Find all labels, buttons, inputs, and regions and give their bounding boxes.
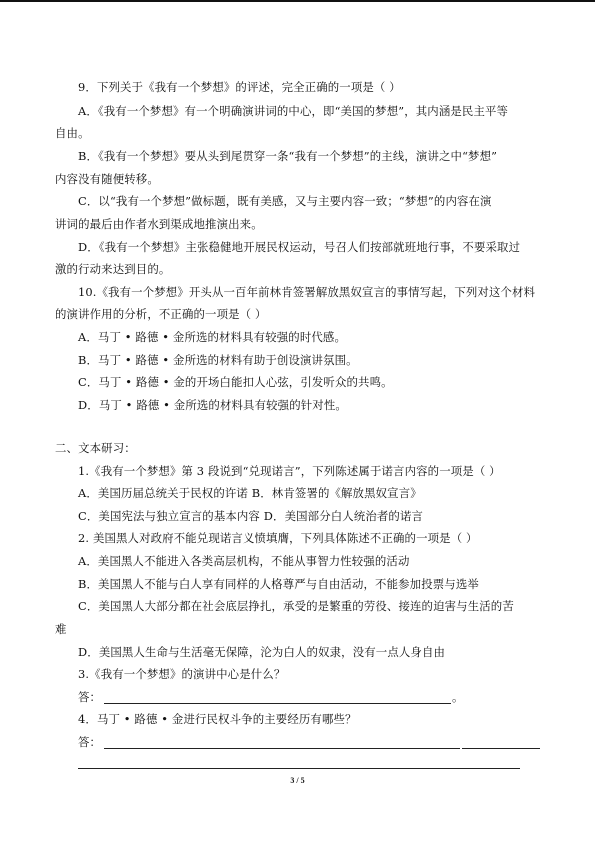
s2-q4-answer-line-1b[interactable]: [462, 748, 540, 749]
s2-q3-stem: 3.《我有一个梦想》的演讲中心是什么？: [78, 667, 286, 681]
page-number: 3 / 5: [290, 776, 305, 785]
section2-heading: 二、文本研习：: [55, 441, 136, 455]
s2-q2-option-d: D．美国黑人生命与生活毫无保障，沦为白人的奴隶，没有一点人身自由: [78, 645, 446, 659]
q10-stem: 10.《我有一个梦想》开头从一百年前林肯签署解放黑奴宣言的事情写起，下列对这个材料: [78, 285, 536, 299]
s2-q1-stem: 1.《我有一个梦想》第 3 段说到“兑现诺言”，下列陈述属于诺言内容的一项是（ ）: [78, 464, 501, 478]
q9-option-c: C．以“我有一个梦想”做标题，既有美感，又与主要内容一致；“梦想”的内容在演: [78, 194, 492, 208]
q10-option-d: D．马丁 • 路德 • 金所选的材料具有较强的针对性。: [78, 398, 347, 412]
s2-q4-answer-label: 答：: [78, 735, 102, 749]
q9-option-a: A．《我有一个梦想》有一个明确演讲词的中心，即“美国的梦想”，其内涵是民主平等: [78, 104, 509, 118]
s2-q3-answer-label: 答：: [78, 690, 102, 704]
q9-stem: 9．下列关于《我有一个梦想》的评述，完全正确的一项是（ ）: [78, 80, 401, 94]
q9-option-c-cont: 讲词的最后由作者水到渠成地推演出来。: [55, 217, 263, 231]
s2-q4-stem: 4．马丁 • 路德 • 金进行民权斗争的主要经历有哪些？: [78, 712, 357, 726]
q9-option-d: D．《我有一个梦想》主张稳健地开展民权运动，号召人们按部就班地行事，不要采取过: [78, 240, 521, 254]
s2-q2-option-c: C．美国黑人大部分都在社会底层挣扎，承受的是繁重的劳役、接连的迫害与生活的苦: [78, 599, 514, 613]
top-border: [0, 0, 595, 2]
s2-q1-options-ab: A．美国历届总统关于民权的许诺 B．林肯签署的《解放黑奴宣言》: [78, 486, 422, 500]
s2-q2-option-b: B．美国黑人不能与白人享有同样的人格尊严与自由活动，不能参加投票与选举: [78, 577, 479, 591]
q9-option-a-cont: 自由。: [55, 126, 90, 140]
q9-option-d-cont: 激的行动来达到目的。: [55, 262, 171, 276]
q9-option-b-cont: 内容没有随便转移。: [55, 172, 159, 186]
s2-q2-option-c-cont: 难: [55, 622, 67, 636]
s2-q2-stem: 2. 美国黑人对政府不能兑现诺言义愤填膺，下列具体陈述不正确的一项是（ ）: [78, 531, 478, 545]
q10-option-b: B．马丁 • 路德 • 金所选的材料有助于创设演讲氛围。: [78, 353, 358, 367]
s2-q4-answer-line-2[interactable]: [78, 768, 520, 769]
q10-stem-cont: 的演讲作用的分析，不正确的一项是（ ）: [55, 307, 267, 321]
q9-option-b: B．《我有一个梦想》要从头到尾贯穿一条“我有一个梦想”的主线，演讲之中“梦想”: [78, 149, 498, 163]
s2-q3-period: 。: [452, 690, 464, 704]
s2-q4-answer-line-1a[interactable]: [104, 748, 460, 749]
q10-option-c: C．马丁 • 路德 • 金的开场白能扣人心弦，引发听众的共鸣。: [78, 375, 393, 389]
s2-q3-answer-line[interactable]: [104, 703, 451, 704]
s2-q2-option-a: A．美国黑人不能进入各类高层机构，不能从事智力性较强的活动: [78, 554, 410, 568]
q10-option-a: A．马丁 • 路德 • 金所选的材料具有较强的时代感。: [78, 330, 347, 344]
s2-q1-options-cd: C．美国宪法与独立宣言的基本内容 D．美国部分白人统治者的诺言: [78, 509, 424, 523]
